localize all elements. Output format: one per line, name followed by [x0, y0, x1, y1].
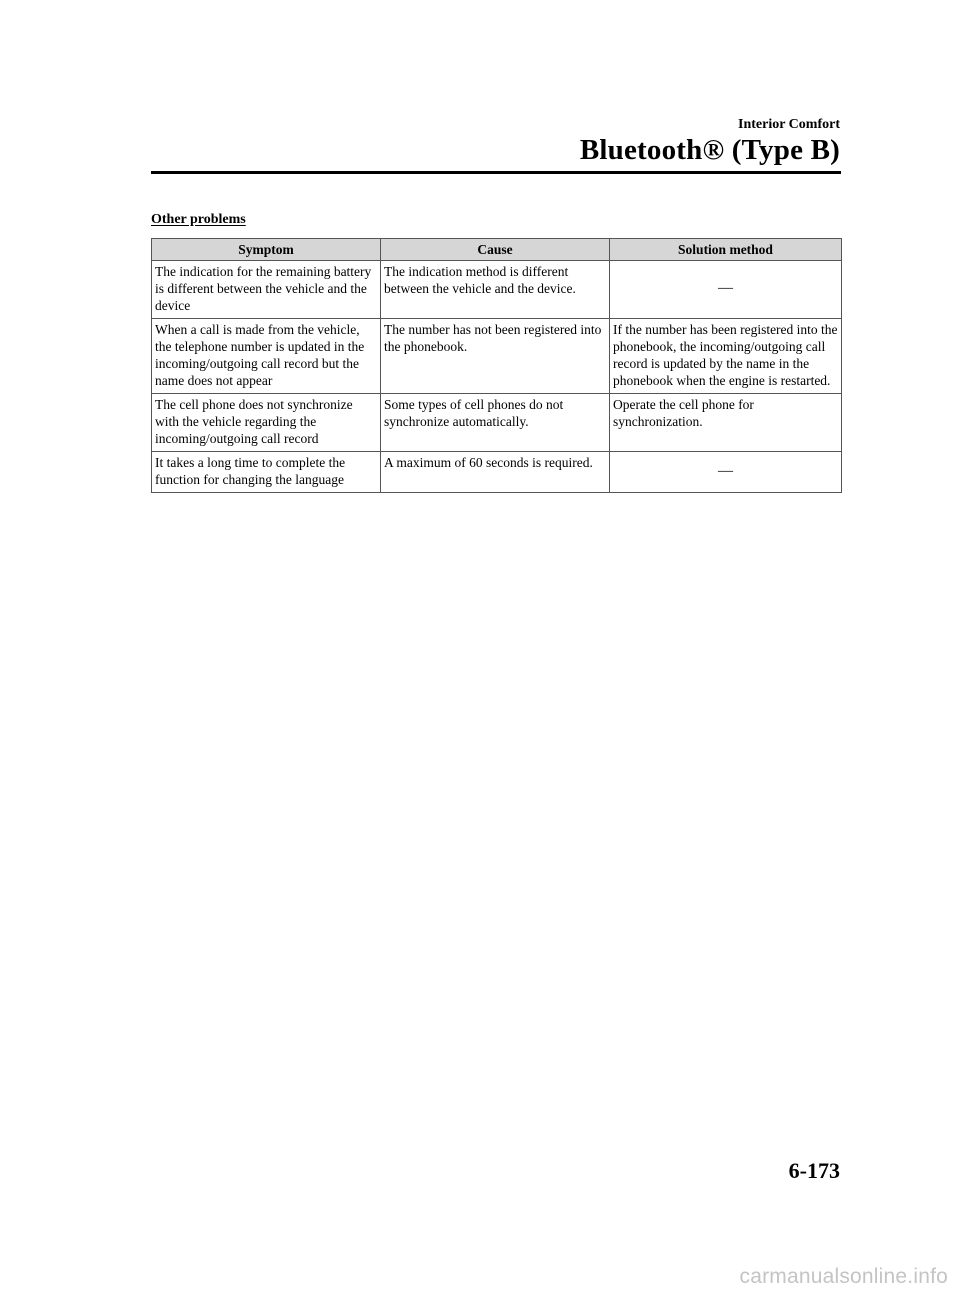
symptom-cell: When a call is made from the vehicle, the telephone number is updated in the incoming/outgoing call record but the name does not appear [152, 319, 381, 394]
solution-cell: If the number has been registered into the phonebook, the incoming/outgoing call record is updated by the name in the phonebook when the engine is restarted. [610, 319, 842, 394]
page-number: 6-173 [788, 1158, 840, 1183]
table-row [152, 261, 842, 319]
section-label: Interior Comfort [738, 117, 840, 132]
table-row [152, 319, 842, 394]
cause-cell: The number has not been registered into the phonebook. [381, 319, 610, 394]
table-row [152, 452, 842, 493]
solution-cell: — [610, 261, 842, 319]
symptom-cell: The indication for the remaining battery is different between the vehicle and the device [152, 261, 381, 319]
chapter-title: Bluetooth® (Type B) [579, 134, 840, 166]
cause-cell: A maximum of 60 seconds is required. [381, 452, 610, 493]
solution-cell: Operate the cell phone for synchronization. [610, 394, 842, 452]
cause-cell: The indication method is different between the vehicle and the device. [381, 261, 610, 319]
watermark: carmanualsonline.info [739, 1265, 948, 1288]
solution-cell: — [610, 452, 842, 493]
sub-heading: Other problems [151, 212, 246, 227]
table-header-row [152, 239, 842, 261]
table-row [152, 394, 842, 452]
symptom-cell: It takes a long time to complete the function for changing the language [152, 452, 381, 493]
cause-cell: Some types of cell phones do not synchronize automatically. [381, 394, 610, 452]
column-header-symptom: Symptom [152, 239, 381, 261]
column-header-solution: Solution method [610, 239, 842, 261]
column-header-cause: Cause [381, 239, 610, 261]
symptom-cell: The cell phone does not synchronize with the vehicle regarding the incoming/outgoing call record [152, 394, 381, 452]
title-rule [151, 171, 841, 174]
problems-table [151, 238, 842, 493]
